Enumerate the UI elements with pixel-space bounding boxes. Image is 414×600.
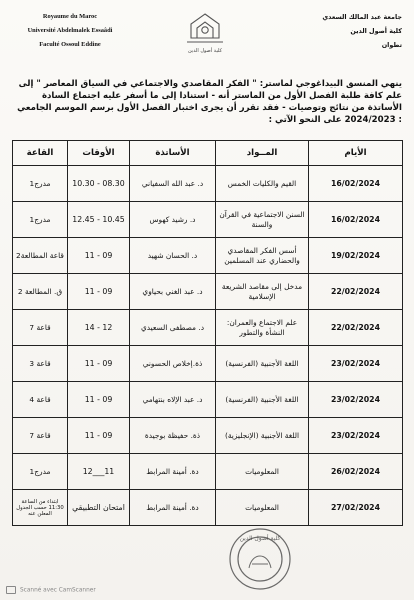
announcement-text: ينهي المنسق البيداغوجي لماستر: " الفكر المقاصدي والاجتماعي في السياق المعاصر " إلى علم كافة طلبة الفصل الأول من الماستر أنه - استنادا إلى ما أسفر عليه اجتماع السادة الأساتذة من نتائج وتوصيات - فقد تقرر أن يجرى اختبار الفصل الأول برسم الموسم الجامعي : 2024/2023 على النحو الآتي : (17, 79, 402, 125)
subject-cell: مدخل إلى مقاصد الشريعة الإسلامية (216, 274, 309, 310)
room-cell: ابتداء من الساعة 11:30 حسب الجدول المعلن عنه (13, 490, 68, 526)
scanner-watermark (6, 586, 96, 594)
time-cell: امتحان التطبيقي (68, 490, 130, 526)
date-cell: 26/02/2024 (309, 454, 403, 490)
subject-cell: اللغة الأجنبية (الفرنسية) (216, 382, 309, 418)
header-line: Faculté Ossoul Eddine (39, 41, 101, 48)
header-line: Royaume du Maroc (42, 13, 98, 20)
table-row (13, 166, 403, 202)
time-cell: 09 - 11 (68, 418, 130, 454)
time-cell: 09 - 11 (68, 238, 130, 274)
subject-cell: اللغة الأجنبية (الفرنسية) (216, 346, 309, 382)
time-cell: 09 - 11 (68, 274, 130, 310)
table-row (13, 238, 403, 274)
subject-cell: المعلوميات (216, 490, 309, 526)
header-line: جامعة عبد المالك السعدي (322, 13, 402, 21)
header-subjects: المــواد (216, 141, 309, 166)
professor-cell: ذة. حفيظة بوجيدة (130, 418, 216, 454)
room-cell: قاعة المطالعة2 (13, 238, 68, 274)
subject-cell: علم الاجتماع والعمران: النشأة والتطور (216, 310, 309, 346)
room-cell: مدرج1 (13, 166, 68, 202)
professor-cell: دة. أمينة المرابط (130, 454, 216, 490)
professor-cell: د. عبد الله السفياني (130, 166, 216, 202)
header-line: كلية أصول الدين (350, 27, 402, 35)
table-row (13, 490, 403, 526)
subject-cell: السنن الاجتماعية في القرآن والسنة (216, 202, 309, 238)
faculty-logo (175, 10, 235, 56)
header-times: الأوقات (68, 141, 130, 166)
time-cell: 11___12 (68, 454, 130, 490)
room-cell: ق. المطالعة 2 (13, 274, 68, 310)
time-cell: 10.45 - 12.45 (68, 202, 130, 238)
table-row (13, 202, 403, 238)
professor-cell: د. مصطفى السعيدي (130, 310, 216, 346)
room-cell: مدرج1 (13, 202, 68, 238)
professor-cell: د. عبد الإلاه بنتهامي (130, 382, 216, 418)
subject-cell: المعلوميات (216, 454, 309, 490)
date-cell: 23/02/2024 (309, 382, 403, 418)
header-rooms: القاعة (13, 141, 68, 166)
logo-caption: كلية أصول الدين (188, 48, 222, 54)
time-cell: 08.30 - 10.30 (68, 166, 130, 202)
room-cell: قاعة 4 (13, 382, 68, 418)
official-stamp (225, 524, 295, 594)
scanner-text: Scanné avec CamScanner (20, 587, 96, 594)
date-cell: 19/02/2024 (309, 238, 403, 274)
date-cell: 22/02/2024 (309, 310, 403, 346)
date-cell: 23/02/2024 (309, 346, 403, 382)
date-cell: 22/02/2024 (309, 274, 403, 310)
subject-cell: القيم والكليات الخمس (216, 166, 309, 202)
table-header-row (13, 141, 403, 166)
exam-schedule-table (12, 140, 403, 526)
table-row (13, 310, 403, 346)
professor-cell: د. رشيد كهوس (130, 202, 216, 238)
time-cell: 12 - 14 (68, 310, 130, 346)
header-line: Université Abdelmalek Essaâdi (27, 27, 113, 34)
date-cell: 23/02/2024 (309, 418, 403, 454)
professor-cell: د. عبد الغني بحياوي (130, 274, 216, 310)
subject-cell: اللغة الأجنبية (الإنجليزية) (216, 418, 309, 454)
table-row (13, 274, 403, 310)
camera-icon (6, 586, 16, 594)
table-row (13, 418, 403, 454)
subject-cell: أسس الفكر المقاصدي والحضاري عند المسلمين (216, 238, 309, 274)
professor-cell: دة. أمينة المرابط (130, 490, 216, 526)
time-cell: 09 - 11 (68, 346, 130, 382)
table-row (13, 346, 403, 382)
professor-cell: ذة.إخلاص الحسوني (130, 346, 216, 382)
header-days: الأيام (309, 141, 403, 166)
date-cell: 16/02/2024 (309, 166, 403, 202)
header-right-arabic (297, 10, 402, 52)
header-line: تطوان (381, 41, 402, 49)
date-cell: 27/02/2024 (309, 490, 403, 526)
table-row (13, 382, 403, 418)
professor-cell: د. الحسان شهيد (130, 238, 216, 274)
room-cell: مدرج1 (13, 454, 68, 490)
header-left-french (10, 10, 130, 52)
room-cell: قاعة 7 (13, 418, 68, 454)
header (0, 0, 414, 72)
header-professors: الأساتذة (130, 141, 216, 166)
date-cell: 16/02/2024 (309, 202, 403, 238)
time-cell: 09 - 11 (68, 382, 130, 418)
room-cell: قاعة 3 (13, 346, 68, 382)
stamp-text: كلية أصول الدين (239, 535, 281, 542)
room-cell: قاعة 7 (13, 310, 68, 346)
table-row (13, 454, 403, 490)
